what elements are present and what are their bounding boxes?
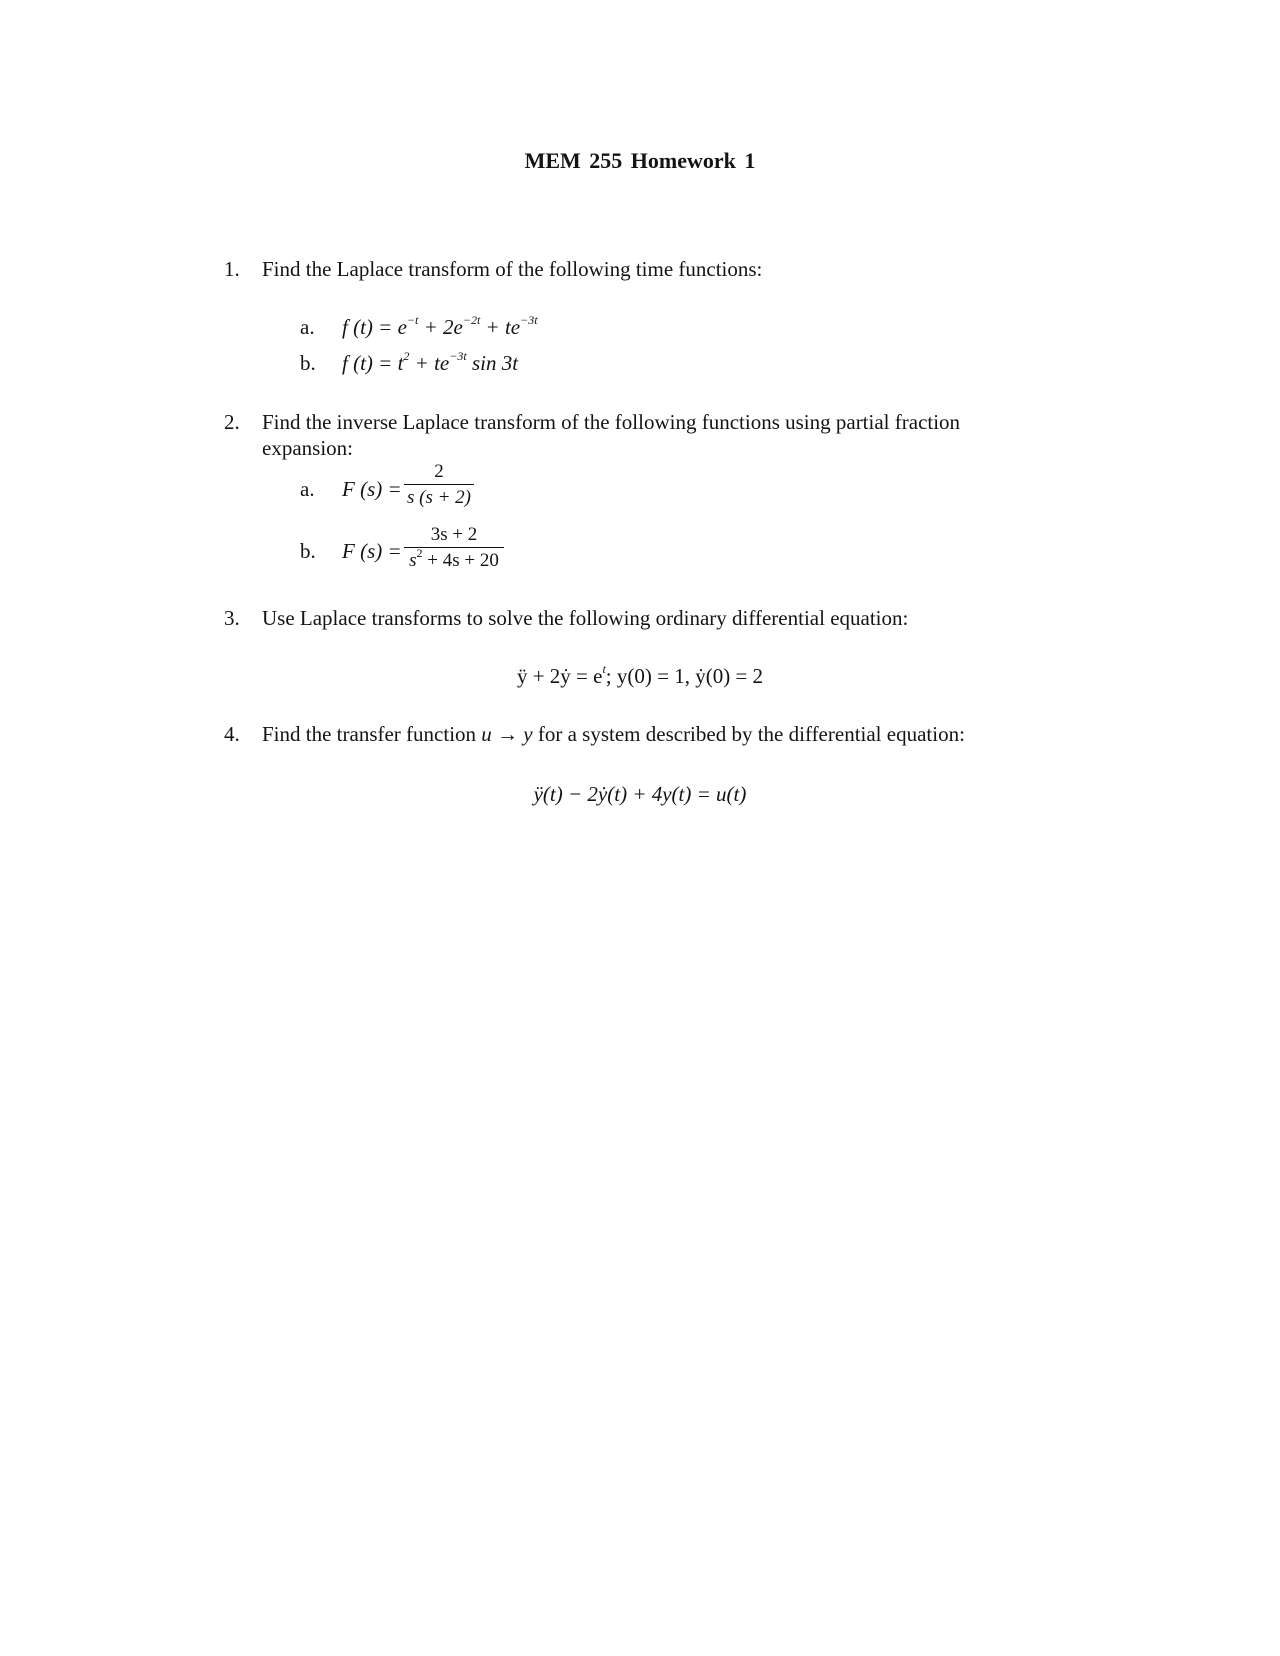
document-title: MEM 255 Homework 1 [524, 148, 756, 173]
question-4-equation: ÿ(t) − 2ẏ(t) + 4y(t) = u(t) [533, 782, 747, 806]
question-1a-expression: f $(t) = e^{-t} + 2e^{-2t} + te^{-3t}$ [342, 313, 538, 339]
question-1b-expression: f $(t) = t^2 + te^{-3t}$ sin 3t [342, 349, 519, 375]
question-3-number: 3. [224, 606, 240, 630]
question-2a-fraction [404, 460, 474, 511]
question-1a-label: a. [300, 315, 315, 339]
question-4-number: 4. [224, 722, 240, 746]
question-2-text-line-1: Find the inverse Laplace transform of the following functions using partial fraction [262, 410, 961, 434]
question-3-equation: ÿ + 2ẏ = $e^t$; y(0) = 1, ẏ(0) = 2 [516, 662, 764, 688]
question-1b-label: b. [300, 351, 316, 375]
question-2-number: 2. [224, 410, 240, 434]
question-4-text: Find the transfer function u → y for a system described by the differential equation: [262, 722, 965, 746]
question-2b-numerator: 3s + 2 [430, 524, 478, 545]
question-1-text: Find the Laplace transform of the following time functions: [262, 257, 763, 281]
question-2a-label: a. [300, 477, 315, 501]
question-1-number: 1. [224, 257, 240, 281]
question-2-text-line-2: expansion: [262, 436, 353, 460]
question-2b-label: b. [300, 539, 316, 563]
question-3-text: Use Laplace transforms to solve the following ordinary differential equation: [262, 606, 909, 630]
question-2a-numerator: 2 [434, 461, 444, 482]
question-2a-denominator: s (s + 2) [406, 487, 471, 508]
question-2a-lhs: F (s) = [342, 477, 402, 501]
question-2b-lhs: F (s) = [342, 539, 402, 563]
question-2b-denominator: $s^2 + 4s + 20$ [409, 545, 499, 571]
question-2b-fraction [404, 523, 504, 574]
